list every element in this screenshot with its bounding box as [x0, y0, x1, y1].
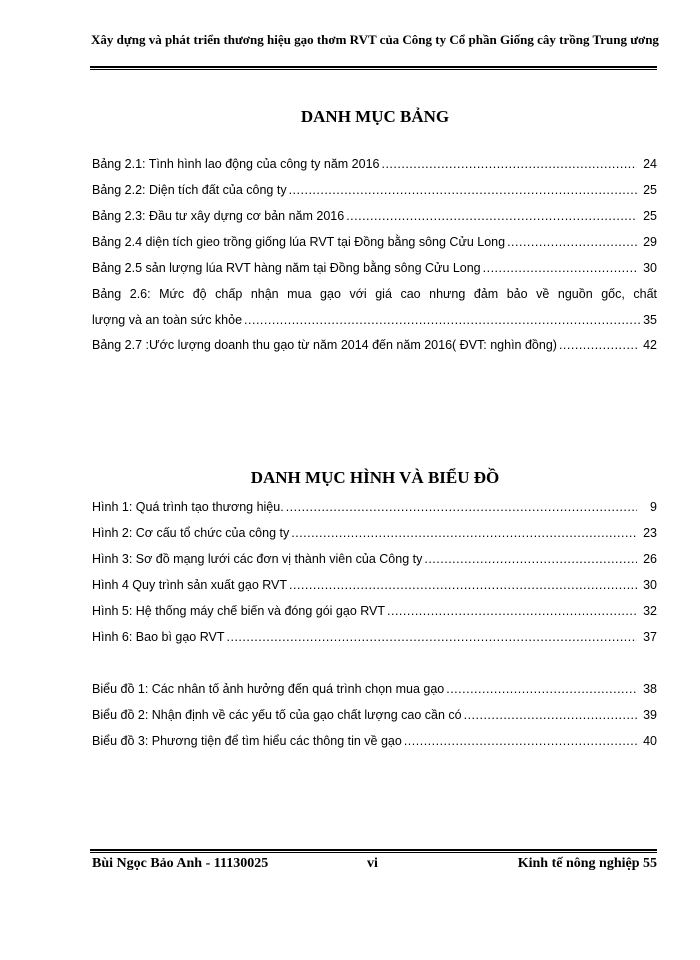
- dot-leader: [559, 338, 637, 352]
- dot-leader: [291, 526, 637, 540]
- toc-entry-page: 25: [643, 183, 657, 197]
- toc-entry-table-2-4[interactable]: [92, 235, 657, 255]
- toc-entry-page: 42: [643, 338, 657, 352]
- toc-entry-label: Hình 6: Bao bì gạo RVT: [92, 630, 225, 644]
- toc-entry-figure-6[interactable]: [92, 630, 657, 650]
- toc-entry-figure-4[interactable]: [92, 578, 657, 598]
- toc-entry-figure-3[interactable]: [92, 552, 657, 572]
- toc-entry-page: 30: [643, 261, 657, 275]
- toc-entry-label: Bảng 2.2: Diện tích đất của công ty: [92, 183, 287, 197]
- toc-entry-label: Biểu đồ 1: Các nhân tố ảnh hưởng đến quá trình chọn mua gạo: [92, 682, 445, 696]
- dot-leader: [404, 734, 637, 748]
- toc-entry-page: 38: [643, 682, 657, 696]
- toc-entry-label: Biểu đồ 3: Phương tiện để tìm hiểu các thông tin về gạo: [92, 734, 402, 748]
- toc-entry-label-line2: lượng và an toàn sức khỏe: [92, 313, 243, 327]
- dot-leader: [446, 682, 637, 696]
- toc-entry-page: 24: [643, 157, 657, 171]
- dot-leader: [381, 157, 637, 171]
- dot-leader: [227, 630, 638, 644]
- toc-entry-table-2-2[interactable]: [92, 183, 657, 203]
- toc-entry-chart-1[interactable]: [92, 682, 657, 702]
- toc-entry-page: 26: [643, 552, 657, 566]
- toc-entry-label: Hình 2: Cơ cấu tổ chức của công ty: [92, 526, 290, 540]
- toc-entry-page: 25: [643, 209, 657, 223]
- dot-leader: [424, 552, 637, 566]
- dot-leader: [387, 604, 637, 618]
- toc-entry-label: Bảng 2.5 sản lượng lúa RVT hàng năm tại Đồng bằng sông Cửu Long: [92, 261, 481, 275]
- toc-entry-figure-5[interactable]: [92, 604, 657, 624]
- toc-entry-page: 32: [643, 604, 657, 618]
- toc-entry-table-2-3[interactable]: [92, 209, 657, 229]
- dot-leader: [289, 578, 637, 592]
- toc-entry-page: 23: [643, 526, 657, 540]
- toc-entry-chart-3[interactable]: [92, 734, 657, 754]
- dot-leader: [507, 235, 637, 249]
- toc-entry-table-2-1[interactable]: [92, 157, 657, 177]
- toc-entry-label: Bảng 2.3: Đầu tư xây dựng cơ bản năm 2016: [92, 209, 345, 223]
- toc-entry-page: 35: [643, 313, 657, 327]
- toc-entry-page: 29: [643, 235, 657, 249]
- footer-rule-thin: [90, 852, 657, 853]
- toc-entry-label: Biểu đồ 2: Nhận định về các yếu tố của gạo chất lượng cao cần có: [92, 708, 462, 722]
- toc-entry-table-2-6[interactable]: [92, 287, 657, 327]
- toc-entry-page: 9: [650, 500, 657, 514]
- footer-rule-thick: [90, 849, 657, 851]
- toc-entry-chart-2[interactable]: [92, 708, 657, 728]
- toc-entry-figure-2[interactable]: [92, 526, 657, 546]
- footer-course: Kinh tế nông nghiệp 55: [517, 856, 657, 871]
- toc-entry-label: Hình 4 Quy trình sản xuất gạo RVT: [92, 578, 288, 592]
- footer-page-number: vi: [367, 856, 378, 871]
- toc-entry-label: Hình 1: Quá trình tạo thương hiệu.: [92, 500, 284, 514]
- header-rule-thin: [90, 69, 657, 70]
- toc-entry-page: 39: [643, 708, 657, 722]
- toc-entry-table-2-5[interactable]: [92, 261, 657, 281]
- toc-entry-label: Hình 5: Hệ thống máy chế biến và đóng gói gạo RVT: [92, 604, 386, 618]
- dot-leader: [464, 708, 637, 722]
- toc-entry-label: Hình 3: Sơ đồ mạng lưới các đơn vị thành viên của Công ty: [92, 552, 423, 566]
- toc-entry-label: Bảng 2.4 diện tích gieo trồng giống lúa RVT tại Đồng bằng sông Cửu Long: [92, 235, 506, 249]
- toc-entry-page: 30: [643, 578, 657, 592]
- toc-entry-label: Bảng 2.1: Tình hình lao động của công ty năm 2016: [92, 157, 380, 171]
- tables-section-title: DANH MỤC BẢNG: [300, 107, 450, 126]
- toc-entry-page: 37: [643, 630, 657, 644]
- dot-leader: [346, 209, 637, 223]
- dot-leader: [286, 500, 637, 514]
- figures-section-title: DANH MỤC HÌNH VÀ BIỂU ĐỒ: [250, 468, 500, 487]
- dot-leader: [244, 313, 641, 327]
- header-rule-thick: [90, 66, 657, 68]
- dot-leader: [483, 261, 637, 275]
- toc-entry-page: 40: [643, 734, 657, 748]
- footer-author: Bùi Ngọc Bảo Anh - 11130025: [92, 856, 269, 871]
- running-header-title: Xây dựng và phát triển thương hiệu gạo thơm RVT của Công ty Cổ phần Giống cây trồng Trung ương: [91, 32, 659, 47]
- toc-entry-figure-1[interactable]: [92, 500, 657, 520]
- toc-entry-label: Bảng 2.7 :Ước lượng doanh thu gạo từ năm 2014 đến năm 2016( ĐVT: nghìn đồng): [92, 338, 557, 352]
- dot-leader: [289, 183, 637, 197]
- toc-entry-label-line1: Bảng 2.6: Mức độ chấp nhận mua gạo với giá cao nhưng đảm bảo về nguồn gốc, chất: [92, 287, 657, 301]
- toc-entry-table-2-7[interactable]: [92, 338, 657, 358]
